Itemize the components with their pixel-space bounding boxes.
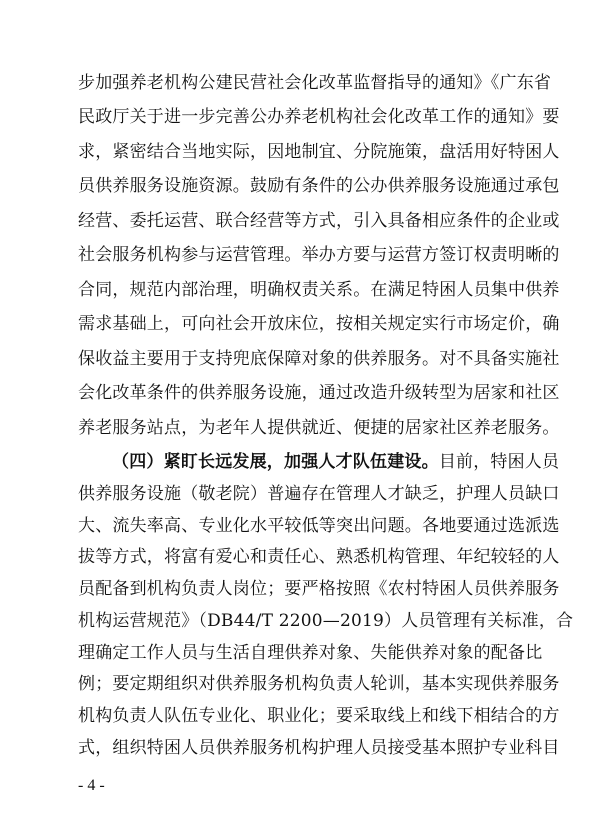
paragraph-line: 机构运营规范》（DB44/T 2200—2019）人员管理有关标准，合 <box>78 611 574 631</box>
paragraph-line: 会化改革条件的供养服务设施，通过改造升级转型为居家和社区 <box>78 383 560 403</box>
paragraph-line: 理确定工作人员与生活自理供养对象、失能供养对象的配备比 <box>78 643 543 663</box>
paragraph-line: 机构负责人队伍专业化、职业化；要采取线上和线下相结合的方 <box>78 706 560 726</box>
section-first-line <box>112 451 560 473</box>
paragraph-line: 大、流失率高、专业化水平较低等突出问题。各地要通过选派选 <box>78 516 560 536</box>
paragraph-line: 需求基础上，可向社会开放床位，按相关规定实行市场定价，确 <box>78 314 560 334</box>
section-heading: （四）紧盯长远发展，加强人才队伍建设。 <box>112 452 439 472</box>
paragraph-line: 民政厅关于进一步完善公办养老机构社会化改革工作的通知》要 <box>78 107 560 127</box>
paragraph-line: 社会服务机构参与运营管理。举办方要与运营方签订权责明晰的 <box>78 245 560 265</box>
paragraph-line: 合同，规范内部治理，明确权责关系。在满足特困人员集中供养 <box>78 280 560 300</box>
paragraph-line: 经营、委托运营、联合经营等方式，引入具备相应条件的企业或 <box>78 211 560 231</box>
paragraph-line: 员供养服务设施资源。鼓励有条件的公办供养服务设施通过承包 <box>78 176 560 196</box>
page-number: - 4 - <box>78 777 105 794</box>
paragraph-line: 例；要定期组织对供养服务机构负责人轮训，基本实现供养服务 <box>78 674 560 694</box>
paragraph-line: 养老服务站点，为老年人提供就近、便捷的居家社区养老服务。 <box>78 418 560 438</box>
paragraph-line: 拔等方式，将富有爱心和责任心、熟悉机构管理、年纪较轻的人 <box>78 547 560 567</box>
section-first-line-text: 目前，特困人员 <box>438 452 560 472</box>
paragraph-line: 求，紧密结合当地实际，因地制宜、分院施策，盘活用好特困人 <box>78 142 560 162</box>
paragraph-line: 式，组织特困人员供养服务机构护理人员接受基本照护专业科目 <box>78 738 560 758</box>
paragraph-line: 保收益主要用于支持兜底保障对象的供养服务。对不具备实施社 <box>78 349 560 369</box>
paragraph-line: 供养服务设施（敬老院）普遍存在管理人才缺乏，护理人员缺口 <box>78 484 560 504</box>
paragraph-line: 步加强养老机构公建民营社会化改革监督指导的通知》《广东省 <box>78 73 552 93</box>
paragraph-line: 员配备到机构负责人岗位；要严格按照《农村特困人员供养服务 <box>78 579 560 599</box>
